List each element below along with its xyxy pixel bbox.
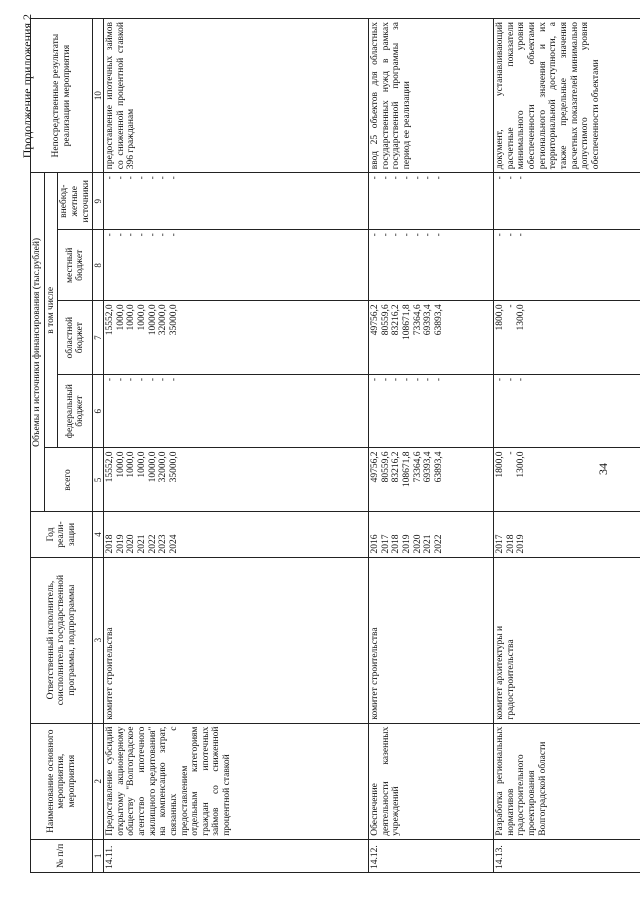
- local-cell-value: -: [105, 233, 116, 237]
- year-cell-value: 2018: [391, 534, 402, 554]
- extra-cell-value: -: [105, 176, 116, 180]
- total-cell-value: 49756,2: [370, 451, 381, 483]
- year-cell-value: 2022: [147, 534, 158, 554]
- federal-cell: [369, 374, 494, 448]
- local-cell-value: -: [147, 233, 158, 237]
- year-cell-value: 2019: [516, 534, 527, 554]
- total-cell-value: 83216,2: [391, 451, 402, 483]
- year-cell-value: 2021: [423, 534, 434, 554]
- local-cell-value: -: [126, 233, 137, 237]
- federal-cell-value: -: [137, 377, 148, 382]
- header-funding: Объемы и источники финансирования (тыс.рублей): [31, 173, 45, 512]
- measure-name-cell: Разработка региональных нормативов градостроительного проектирования Волгоградской области: [494, 723, 640, 839]
- page-number: 34: [596, 463, 610, 475]
- header-regional: областной бюджет: [58, 301, 93, 375]
- local-cell-value: -: [168, 233, 179, 237]
- column-number-row: [93, 19, 104, 873]
- total-cell-value: 32000,0: [158, 451, 169, 483]
- year-cell-value: 2017: [495, 534, 506, 554]
- table-row: [104, 19, 369, 873]
- regional-cell-value: 73364,6: [412, 304, 423, 336]
- year-cell: [494, 512, 640, 557]
- column-number: 10: [93, 19, 104, 173]
- local-cell: [494, 230, 640, 301]
- federal-cell-value: -: [433, 377, 444, 382]
- federal-cell-value: -: [412, 377, 423, 382]
- federal-cell-value: -: [105, 377, 116, 382]
- year-cell-value: 2018: [105, 534, 116, 554]
- total-cell-value: 80559,6: [380, 451, 391, 483]
- measure-name-cell: Обеспечение деятельности казенных учреждений: [369, 723, 494, 839]
- local-cell: [104, 230, 369, 301]
- result-cell: документ, устанавливающий расчетные показатели минимального уровня обеспеченности объектами регионального значения и их территориальной доступности, а также предельные значения расчетных показателей минимально допустимого уровня обеспеченности объектами: [494, 19, 640, 173]
- year-cell-value: 2024: [168, 534, 179, 554]
- extra-cell-value: -: [115, 176, 126, 180]
- regional-cell-value: 80559,6: [380, 304, 391, 336]
- regional-cell-value: 10000,0: [147, 304, 158, 336]
- header-incl: в том числе: [44, 173, 58, 448]
- header-federal: федеральный бюджет: [58, 374, 93, 448]
- extra-cell-value: -: [158, 176, 169, 180]
- local-cell-value: -: [505, 233, 516, 237]
- regional-cell-value: 15552,0: [105, 304, 116, 336]
- extra-cell-value: -: [516, 176, 527, 180]
- local-cell-value: -: [380, 233, 391, 237]
- federal-cell-value: -: [505, 377, 516, 382]
- year-cell-value: 2019: [402, 534, 413, 554]
- regional-cell: [369, 301, 494, 375]
- column-number: 4: [93, 512, 104, 557]
- executor-cell: комитет строительства: [104, 557, 369, 723]
- continuation-label: Продолжение приложения 2: [20, 14, 34, 159]
- row-number-cell: 14.11.: [104, 839, 369, 872]
- year-cell: [104, 512, 369, 557]
- result-cell: ввод 25 объектов для областных государственных нужд в рамках государственной программы за период ее реализации: [369, 19, 494, 173]
- total-cell-value: 73364,6: [412, 451, 423, 483]
- year-cell: [369, 512, 494, 557]
- local-cell-value: -: [137, 233, 148, 237]
- regional-cell: [494, 301, 640, 375]
- regional-cell-value: 32000,0: [158, 304, 169, 336]
- regional-cell-value: 108671,8: [402, 304, 413, 341]
- column-number: 5: [93, 448, 104, 512]
- total-cell: [494, 448, 640, 512]
- federal-cell-value: -: [158, 377, 169, 382]
- extra-cell-value: -: [433, 176, 444, 180]
- header-executor: Ответственный исполнитель, соисполнитель государственной программы, подпрограммы: [31, 557, 93, 723]
- measure-name-cell: Предоставление субсидий открытому акционерному обществу "Волгоградское агентство ипотечного жилищного кредитования" на компенсацию затрат, связанных с предоставлением отдельным категориям граждан ипотечных займов со сниженной процентной ставкой: [104, 723, 369, 839]
- extra-cell: [369, 173, 494, 230]
- local-cell-value: -: [158, 233, 169, 237]
- total-cell: [369, 448, 494, 512]
- column-number: 1: [93, 839, 104, 872]
- local-cell-value: -: [495, 233, 506, 237]
- year-cell-value: 2017: [380, 534, 391, 554]
- local-cell-value: -: [402, 233, 413, 237]
- regional-cell-value: 63893,4: [433, 304, 444, 336]
- extra-cell-value: -: [505, 176, 516, 180]
- header-extra: внебюд-жетные источники: [58, 173, 93, 230]
- year-cell-value: 2016: [370, 534, 381, 554]
- total-cell-value: 63893,4: [433, 451, 444, 483]
- regional-cell-value: 35000,0: [168, 304, 179, 336]
- row-number-cell: 14.12.: [369, 839, 494, 872]
- column-number: 6: [93, 374, 104, 448]
- regional-cell-value: -: [505, 304, 516, 308]
- year-cell-value: 2018: [505, 534, 516, 554]
- regional-cell-value: 83216,2: [391, 304, 402, 336]
- year-cell-value: 2021: [137, 534, 148, 554]
- federal-cell-value: -: [115, 377, 126, 382]
- header-num: № п/п: [31, 839, 93, 872]
- local-cell-value: -: [115, 233, 126, 237]
- funding-table: [30, 18, 640, 873]
- regional-cell-value: 49756,2: [370, 304, 381, 336]
- result-cell: предоставление ипотечных займов со сниженной процентной ставкой 396 гражданам: [104, 19, 369, 173]
- total-cell-value: 35000,0: [168, 451, 179, 483]
- total-cell: [104, 448, 369, 512]
- federal-cell-value: -: [423, 377, 434, 382]
- federal-cell-value: -: [391, 377, 402, 382]
- total-cell-value: 1000,0: [137, 451, 148, 478]
- extra-cell-value: -: [402, 176, 413, 180]
- local-cell-value: -: [412, 233, 423, 237]
- table-row: [369, 19, 494, 873]
- year-cell-value: 2022: [433, 534, 444, 554]
- total-cell-value: -: [505, 451, 516, 455]
- federal-cell-value: -: [516, 377, 527, 382]
- header-name: Наименование основного мероприятия, мероприятия: [31, 723, 93, 839]
- regional-cell-value: 1000,0: [137, 304, 148, 331]
- table-body: [104, 19, 640, 873]
- extra-cell: [494, 173, 640, 230]
- total-cell-value: 108671,8: [402, 451, 413, 488]
- header-year: Год реали-зации: [31, 512, 93, 557]
- total-cell-value: 15552,0: [105, 451, 116, 483]
- extra-cell-value: -: [391, 176, 402, 180]
- federal-cell-value: -: [370, 377, 381, 382]
- extra-cell-value: -: [147, 176, 158, 180]
- header-results: Непосредственные результаты реализации мероприятия: [31, 19, 93, 173]
- extra-cell-value: -: [495, 176, 506, 180]
- regional-cell: [104, 301, 369, 375]
- extra-cell-value: -: [137, 176, 148, 180]
- column-number: 7: [93, 301, 104, 375]
- extra-cell-value: -: [423, 176, 434, 180]
- regional-cell-value: 1800,0: [495, 304, 506, 331]
- column-number: 8: [93, 230, 104, 301]
- header-total: всего: [44, 448, 93, 512]
- extra-cell-value: -: [168, 176, 179, 180]
- total-cell-value: 10000,0: [147, 451, 158, 483]
- regional-cell-value: 1000,0: [115, 304, 126, 331]
- federal-cell: [104, 374, 369, 448]
- regional-cell-value: 1300,0: [516, 304, 527, 331]
- year-cell-value: 2023: [158, 534, 169, 554]
- column-number: 3: [93, 557, 104, 723]
- federal-cell-value: -: [126, 377, 137, 382]
- local-cell-value: -: [423, 233, 434, 237]
- local-cell-value: -: [516, 233, 527, 237]
- extra-cell-value: -: [370, 176, 381, 180]
- total-cell-value: 1000,0: [115, 451, 126, 478]
- federal-cell-value: -: [147, 377, 158, 382]
- row-number-cell: 14.13.: [494, 839, 640, 872]
- table-row: [494, 19, 640, 873]
- local-cell: [369, 230, 494, 301]
- year-cell-value: 2019: [115, 534, 126, 554]
- regional-cell-value: 1000,0: [126, 304, 137, 331]
- column-number: 9: [93, 173, 104, 230]
- federal-cell: [494, 374, 640, 448]
- year-cell-value: 2020: [412, 534, 423, 554]
- federal-cell-value: -: [495, 377, 506, 382]
- total-cell-value: 69393,4: [423, 451, 434, 483]
- extra-cell: [104, 173, 369, 230]
- year-cell-value: 2020: [126, 534, 137, 554]
- total-cell-value: 1800,0: [495, 451, 506, 478]
- header-local: местный бюджет: [58, 230, 93, 301]
- total-cell-value: 1300,0: [516, 451, 527, 478]
- local-cell-value: -: [433, 233, 444, 237]
- extra-cell-value: -: [380, 176, 391, 180]
- total-cell-value: 1000,0: [126, 451, 137, 478]
- extra-cell-value: -: [126, 176, 137, 180]
- regional-cell-value: 69393,4: [423, 304, 434, 336]
- federal-cell-value: -: [380, 377, 391, 382]
- column-number: 2: [93, 723, 104, 839]
- local-cell-value: -: [370, 233, 381, 237]
- extra-cell-value: -: [412, 176, 423, 180]
- executor-cell: комитет строительства: [369, 557, 494, 723]
- local-cell-value: -: [391, 233, 402, 237]
- executor-cell: комитет архитектуры и градостроительства: [494, 557, 640, 723]
- federal-cell-value: -: [402, 377, 413, 382]
- federal-cell-value: -: [168, 377, 179, 382]
